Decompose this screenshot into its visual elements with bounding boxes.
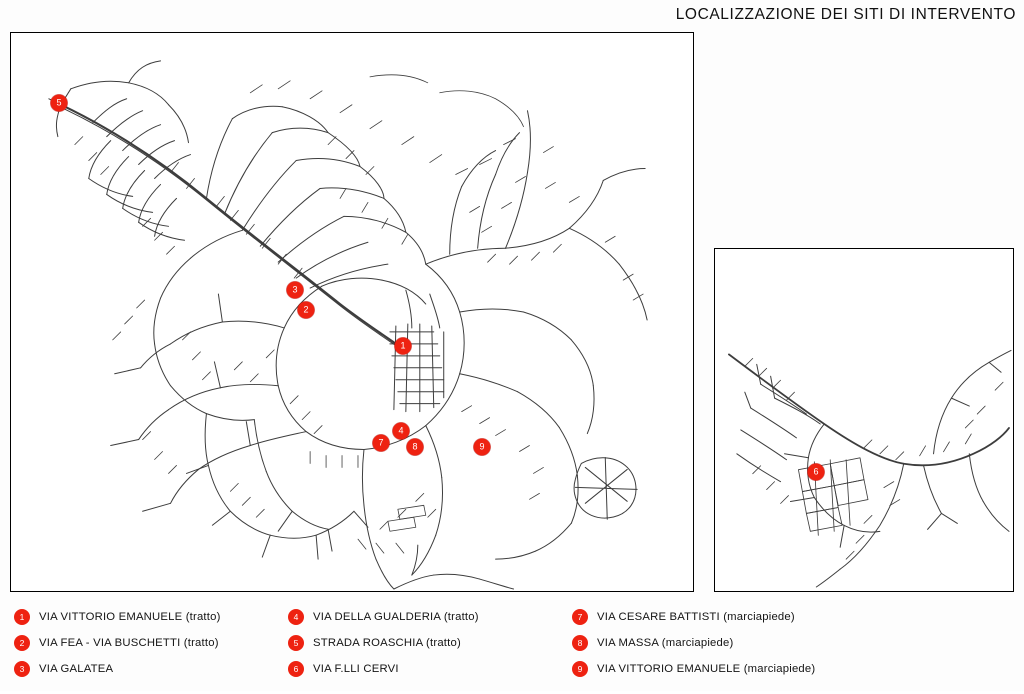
map-marker-9[interactable]: 9	[474, 439, 491, 456]
main-map-road-network	[11, 33, 693, 591]
legend-label-4: VIA DELLA GUALDERIA (tratto)	[313, 611, 479, 623]
inset-map-road-network	[715, 249, 1013, 591]
legend-badge-3: 3	[14, 661, 30, 677]
legend-badge-5: 5	[288, 635, 304, 651]
inset-map-panel	[714, 248, 1014, 592]
map-marker-8[interactable]: 8	[407, 439, 424, 456]
legend-badge-8: 8	[572, 635, 588, 651]
legend-label-8: VIA MASSA (marciapiede)	[597, 637, 734, 649]
legend-item-9	[572, 656, 852, 682]
legend-label-1: VIA VITTORIO EMANUELE (tratto)	[39, 611, 221, 623]
legend-item-8	[572, 630, 852, 656]
legend-badge-7: 7	[572, 609, 588, 625]
map-marker-3[interactable]: 3	[287, 282, 304, 299]
legend-item-7	[572, 604, 852, 630]
legend-item-3	[14, 656, 294, 682]
legend-label-2: VIA FEA - VIA BUSCHETTI (tratto)	[39, 637, 219, 649]
main-map-panel	[10, 32, 694, 592]
legend-item-5	[288, 630, 568, 656]
legend-item-2	[14, 630, 294, 656]
legend-badge-1: 1	[14, 609, 30, 625]
legend-badge-9: 9	[572, 661, 588, 677]
map-marker-6[interactable]: 6	[808, 464, 825, 481]
legend-badge-4: 4	[288, 609, 304, 625]
legend-label-7: VIA CESARE BATTISTI (marciapiede)	[597, 611, 795, 623]
legend-item-1	[14, 604, 294, 630]
legend-label-3: VIA GALATEA	[39, 663, 114, 675]
legend-badge-6: 6	[288, 661, 304, 677]
legend-column-2	[288, 604, 568, 682]
legend-badge-2: 2	[14, 635, 30, 651]
legend	[10, 604, 1014, 688]
map-marker-7[interactable]: 7	[373, 435, 390, 452]
legend-label-6: VIA F.LLI CERVI	[313, 663, 399, 675]
legend-label-9: VIA VITTORIO EMANUELE (marciapiede)	[597, 663, 816, 675]
map-marker-4[interactable]: 4	[393, 423, 410, 440]
map-marker-5[interactable]: 5	[51, 95, 68, 112]
page-title: LOCALIZZAZIONE DEI SITI DI INTERVENTO	[675, 6, 1016, 23]
legend-item-4	[288, 604, 568, 630]
map-marker-2[interactable]: 2	[298, 302, 315, 319]
legend-label-5: STRADA ROASCHIA (tratto)	[313, 637, 461, 649]
map-marker-1[interactable]: 1	[395, 338, 412, 355]
legend-item-6	[288, 656, 568, 682]
legend-column-1	[14, 604, 294, 682]
legend-column-3	[572, 604, 852, 682]
